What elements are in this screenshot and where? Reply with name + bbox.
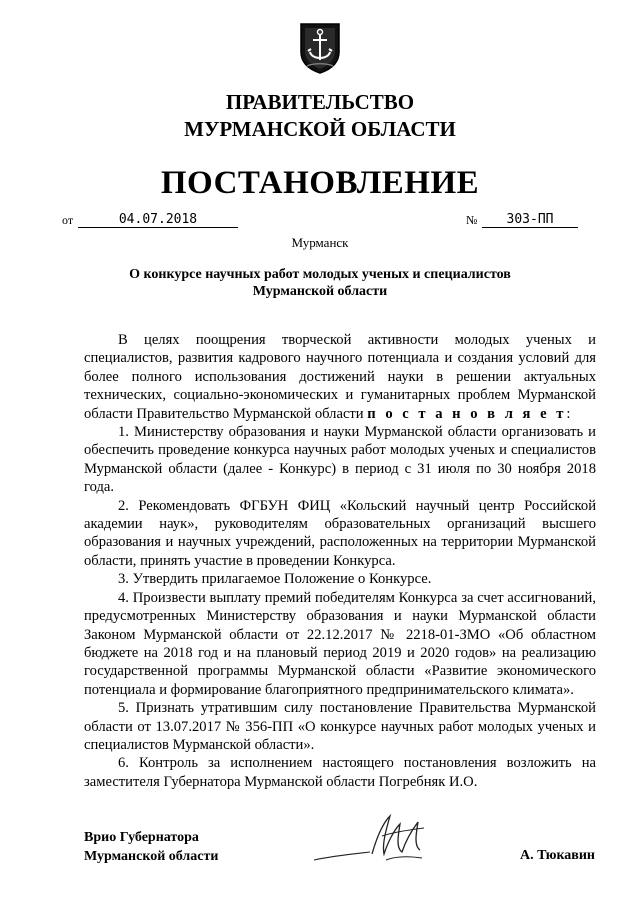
org-name-line1: ПРАВИТЕЛЬСТВО — [225, 90, 415, 114]
number-prefix: № — [466, 213, 478, 227]
document-title — [0, 266, 640, 300]
item-paragraph: 6. Контроль за исполнением настоящего постановления возложить на заместителя Губернатора Мурманской области Погребняк И.О. — [84, 755, 596, 790]
document-number: 303-ПП — [482, 212, 578, 228]
signatory-position-line2: Мурманской области — [84, 849, 219, 864]
coat-of-arms-icon — [299, 22, 341, 74]
date-number-row — [62, 208, 582, 230]
item-paragraph: 4. Произвести выплату премий победителям Конкурса за счет ассигнований, предусмотренных Министерству образования и науки Мурманской области Законом Мурманской области от 22.12.2017 № 2218-01-ЗМО «Об областном бюджете на 2018 год и на плановый период 2019 и 2020 годов» на реализацию государственной программы Мурманской области «Развитие экономического потенциала и формирование благоприятного предпринимательского климата». — [84, 589, 596, 698]
item-paragraph: 1. Министерству образования и науки Мурманской области организовать и обеспечить проведение конкурса научных работ молодых ученых и специалистов Мурманской области (далее - Конкурс) в период с 31 июля по 30 ноября 2018 года. — [84, 424, 596, 496]
document-body — [84, 331, 596, 791]
org-name-line2: МУРМАНСКОЙ ОБЛАСТИ — [184, 117, 456, 141]
signatory-position — [84, 828, 218, 866]
signatory-position-line1: Врио Губернатора — [84, 830, 199, 845]
preamble-paragraph — [84, 331, 596, 423]
handwritten-signature-icon — [312, 810, 432, 870]
item-paragraph: 2. Рекомендовать ФГБУН ФИЦ «Кольский научный центр Российской академии наук», руководителям образовательных организаций высшего образования и научных учреждений, расположенных на территории Мурманской области, принять участие в проведении Конкурса. — [84, 497, 596, 569]
date-prefix: от — [62, 213, 74, 227]
preamble-text: В целях поощрения творческой активности молодых ученых и специалистов, развития кадрового научного потенциала и создания условий для более полного использования достижений науки в решении актуальных технических, социально-экономических и гуманитарных проблем Мурманской области Правительство Мурманской области — [84, 332, 596, 422]
document-date: 04.07.2018 — [78, 212, 238, 228]
signatory-name: А. Тюкавин — [520, 848, 595, 863]
city: Мурманск — [291, 235, 349, 250]
item-paragraph: 3. Утвердить прилагаемое Положение о Конкурсе. — [118, 571, 432, 588]
document-type: ПОСТАНОВЛЕНИЕ — [160, 165, 480, 201]
document-title-line1: О конкурсе научных работ молодых ученых и специалистов — [129, 267, 511, 282]
item-paragraph: 5. Признать утратившим силу постановление Правительства Мурманской области от 13.07.2017 № 356-ПП «О конкурсе научных работ молодых ученых и специалистов Мурманской области». — [84, 700, 596, 753]
decree-colon: : — [566, 405, 571, 422]
document-title-line2: Мурманской области — [252, 284, 388, 299]
decree-word: п о с т а н о в л я е т — [367, 405, 567, 422]
